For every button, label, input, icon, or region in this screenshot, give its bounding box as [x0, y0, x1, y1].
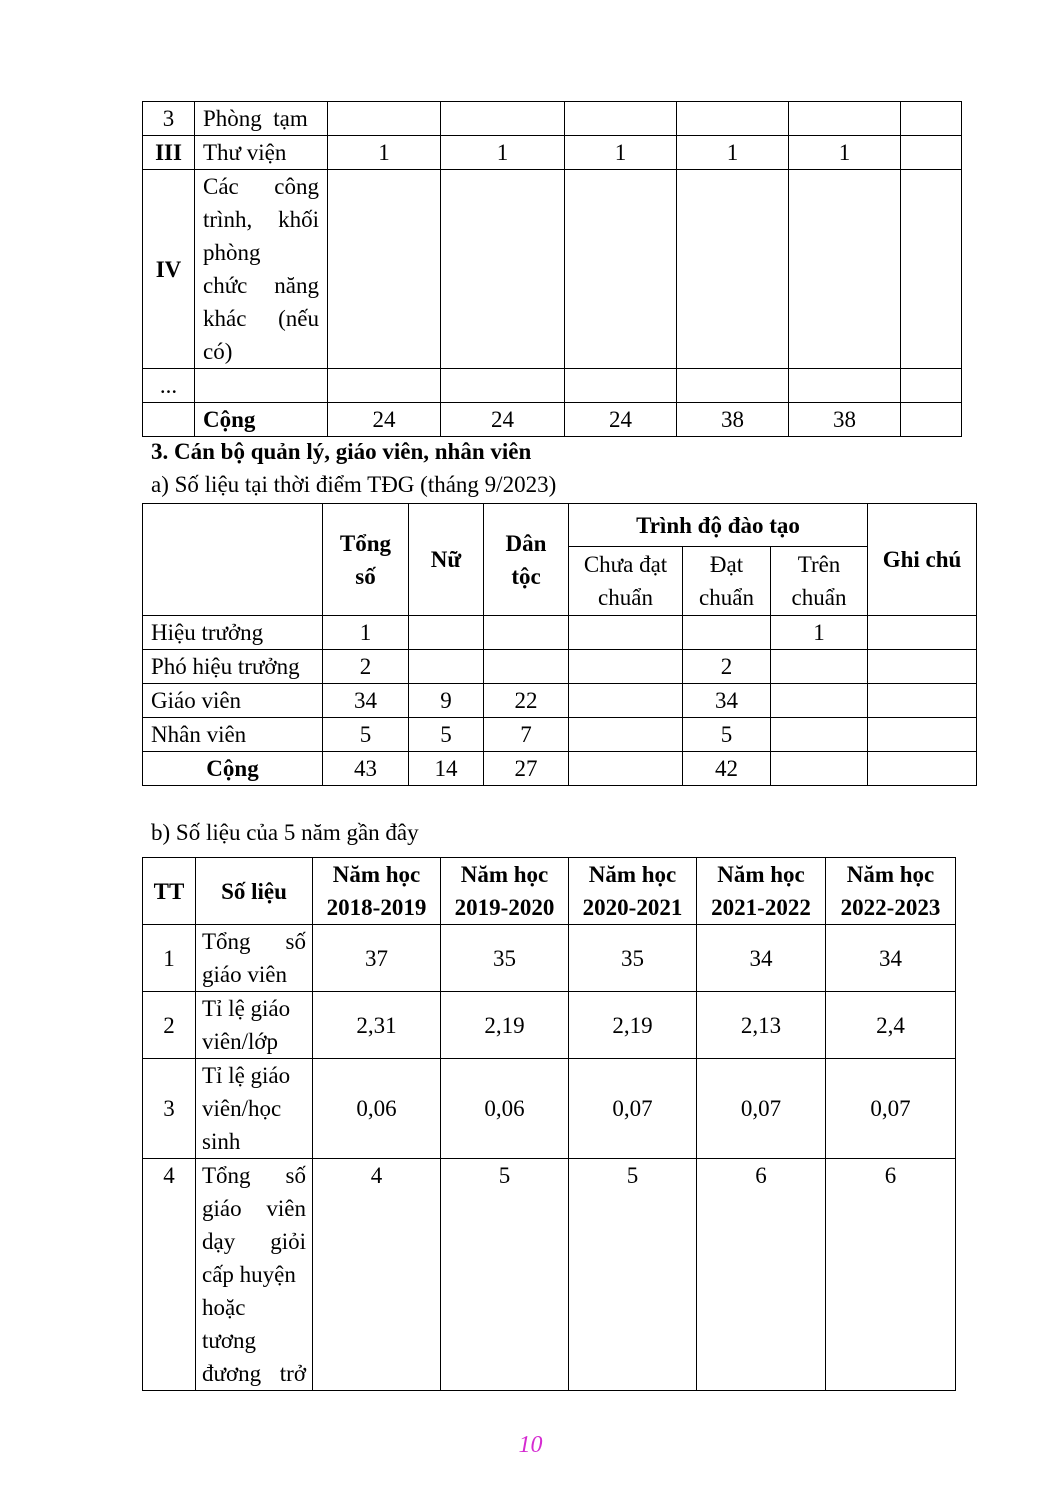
item-line: chức năng [203, 273, 319, 298]
header-ethnic [484, 504, 569, 616]
cell [677, 102, 789, 136]
subsection-b-heading: b) Số liệu của 5 năm gần đây [151, 820, 419, 845]
below-cell [569, 752, 683, 786]
below-cell [569, 616, 683, 650]
table-row [143, 718, 977, 752]
tt-cell: 1 [143, 925, 196, 992]
header-below-line2: chuẩn [598, 585, 653, 610]
table-row [143, 925, 956, 992]
row-item: Cộng [195, 403, 328, 437]
note-cell [868, 616, 977, 650]
header-meet-line1: Đạt [709, 552, 744, 577]
cell: 1 [677, 136, 789, 170]
section-heading: 3. Cán bộ quản lý, giáo viên, nhân viên [151, 439, 532, 464]
value-cell: 34 [826, 925, 956, 992]
header-row [143, 504, 977, 547]
row-number: 3 [143, 102, 195, 136]
cell [565, 369, 677, 403]
value-cell: 6 [826, 1159, 956, 1391]
header-year-line1: Năm học [588, 862, 677, 887]
total-cell: 5 [323, 718, 409, 752]
meet-cell: 42 [683, 752, 771, 786]
metric-line: giáo viên [202, 962, 287, 987]
table-row [143, 170, 962, 369]
total-cell: 34 [323, 684, 409, 718]
row-item: Phòng tạm [195, 102, 328, 136]
header-below-standard [569, 547, 683, 616]
row-number [143, 403, 195, 437]
cell: 38 [677, 403, 789, 437]
note-cell [868, 684, 977, 718]
above-cell [771, 752, 868, 786]
value-cell: 37 [313, 925, 441, 992]
meet-cell: 5 [683, 718, 771, 752]
item-line: có) [203, 339, 233, 364]
row-number: IV [143, 170, 195, 369]
header-year-line2: 2021-2022 [711, 895, 811, 920]
value-cell: 34 [697, 925, 826, 992]
table-row [143, 616, 977, 650]
cell [328, 369, 441, 403]
cell: 24 [441, 403, 565, 437]
header-ethnic-line1: Dân [505, 530, 547, 556]
female-cell: 9 [409, 684, 484, 718]
header-year-line2: 2020-2021 [582, 895, 683, 920]
header-above-line2: chuẩn [791, 585, 847, 610]
cell: 1 [328, 136, 441, 170]
header-year-line2: 2022-2023 [840, 895, 941, 920]
meet-cell: 34 [683, 684, 771, 718]
row-item: Thư viện [195, 136, 328, 170]
metric-line: hoặc [202, 1295, 246, 1320]
meet-cell: 2 [683, 650, 771, 684]
cell [901, 369, 962, 403]
metric-cell [196, 1159, 313, 1391]
note-cell [868, 752, 977, 786]
header-meet-line2: chuẩn [699, 585, 754, 610]
metric-line: Tỉ lệ giáo [202, 996, 291, 1021]
row-item [195, 170, 328, 369]
subsection-a-heading: a) Số liệu tại thời điểm TĐG (tháng 9/2023) [151, 472, 557, 497]
total-cell: 43 [323, 752, 409, 786]
value-cell: 5 [569, 1159, 697, 1391]
above-cell: 1 [771, 616, 868, 650]
item-line: khác (nếu [203, 306, 319, 331]
cell [789, 369, 901, 403]
table-row-total [143, 403, 962, 437]
header-above-standard [771, 547, 868, 616]
header-year-line2: 2019-2020 [454, 895, 555, 920]
value-cell: 5 [441, 1159, 569, 1391]
ethnic-cell [484, 650, 569, 684]
role-cell: Cộng [143, 752, 323, 786]
ethnic-cell: 27 [484, 752, 569, 786]
value-cell: 2,19 [441, 992, 569, 1059]
above-cell [771, 718, 868, 752]
table-row [143, 650, 977, 684]
cell [901, 136, 962, 170]
value-cell: 0,06 [441, 1059, 569, 1159]
header-female: Nữ [409, 504, 484, 616]
header-row [143, 858, 956, 925]
total-cell: 1 [323, 616, 409, 650]
header-year [826, 858, 956, 925]
header-year-line1: Năm học [332, 862, 421, 887]
cell [441, 170, 565, 369]
value-cell: 2,19 [569, 992, 697, 1059]
header-year-line1: Năm học [717, 862, 805, 887]
role-cell: Nhân viên [143, 718, 323, 752]
cell: 24 [565, 403, 677, 437]
role-cell: Phó hiệu trưởng [143, 650, 323, 684]
metric-line: viên/học [202, 1096, 282, 1121]
below-cell [569, 684, 683, 718]
header-ethnic-line2: tộc [511, 563, 541, 589]
item-line: Các công [203, 174, 319, 199]
table-row [143, 1059, 956, 1159]
cell [901, 170, 962, 369]
cell [677, 369, 789, 403]
item-line: phòng [203, 240, 261, 265]
cell [901, 102, 962, 136]
cell [565, 102, 677, 136]
table-row [143, 136, 962, 170]
value-cell: 6 [697, 1159, 826, 1391]
female-cell [409, 616, 484, 650]
table-row [143, 992, 956, 1059]
header-year-line1: Năm học [846, 862, 935, 887]
cell [789, 170, 901, 369]
header-year-line2: 2018-2019 [326, 895, 427, 920]
female-cell [409, 650, 484, 684]
ethnic-cell [484, 616, 569, 650]
table-row [143, 684, 977, 718]
table-row-total [143, 752, 977, 786]
value-cell: 35 [569, 925, 697, 992]
value-cell: 2,4 [826, 992, 956, 1059]
cell [789, 102, 901, 136]
metric-line: tương [202, 1328, 257, 1353]
female-cell: 5 [409, 718, 484, 752]
cell: 24 [328, 403, 441, 437]
cell: 1 [789, 136, 901, 170]
table-row [143, 1159, 956, 1391]
ethnic-cell: 7 [484, 718, 569, 752]
female-cell: 14 [409, 752, 484, 786]
total-cell: 2 [323, 650, 409, 684]
five-year-table [142, 857, 956, 1391]
meet-cell [683, 616, 771, 650]
header-year [313, 858, 441, 925]
staff-table [142, 503, 977, 786]
metric-line: dạy giỏi [202, 1229, 306, 1254]
metric-line: Tổng số [202, 929, 306, 954]
cell [328, 170, 441, 369]
header-total-line2: số [355, 563, 376, 589]
header-metric: Số liệu [196, 858, 313, 925]
facilities-table [142, 101, 962, 437]
above-cell [771, 684, 868, 718]
value-cell: 0,07 [697, 1059, 826, 1159]
metric-line: viên/lớp [202, 1029, 279, 1054]
metric-line: cấp huyện [202, 1262, 296, 1287]
cell [677, 170, 789, 369]
header-training: Trình độ đào tạo [569, 504, 868, 547]
role-cell: Giáo viên [143, 684, 323, 718]
value-cell: 35 [441, 925, 569, 992]
row-number: ... [143, 369, 195, 403]
metric-line: Tổng số [202, 1163, 306, 1188]
cell [441, 369, 565, 403]
page-number: 10 [518, 1432, 543, 1458]
metric-cell [196, 925, 313, 992]
cell: 38 [789, 403, 901, 437]
tt-cell: 2 [143, 992, 196, 1059]
header-meet-standard [683, 547, 771, 616]
table-row [143, 102, 962, 136]
header-tt: TT [143, 858, 196, 925]
header-year [697, 858, 826, 925]
metric-line: Tỉ lệ giáo [202, 1063, 291, 1088]
tt-cell: 4 [143, 1159, 196, 1391]
metric-cell [196, 1059, 313, 1159]
metric-cell [196, 992, 313, 1059]
metric-line: đương trở [202, 1361, 306, 1386]
header-year [441, 858, 569, 925]
cell [565, 170, 677, 369]
header-role [143, 504, 323, 616]
tt-cell: 3 [143, 1059, 196, 1159]
item-line: trình, khối [203, 207, 319, 232]
header-above-line1: Trên [797, 552, 841, 577]
note-cell [868, 650, 977, 684]
header-below-line1: Chưa đạt [583, 552, 668, 577]
value-cell: 0,06 [313, 1059, 441, 1159]
row-number: III [143, 136, 195, 170]
value-cell: 2,31 [313, 992, 441, 1059]
header-total-line1: Tổng [339, 530, 392, 556]
header-year-line1: Năm học [460, 862, 549, 887]
cell: 1 [441, 136, 565, 170]
above-cell [771, 650, 868, 684]
cell [441, 102, 565, 136]
below-cell [569, 650, 683, 684]
table-row [143, 369, 962, 403]
role-cell: Hiệu trưởng [143, 616, 323, 650]
value-cell: 0,07 [569, 1059, 697, 1159]
below-cell [569, 718, 683, 752]
header-total [323, 504, 409, 616]
ethnic-cell: 22 [484, 684, 569, 718]
metric-line: sinh [202, 1129, 241, 1154]
value-cell: 4 [313, 1159, 441, 1391]
cell [901, 403, 962, 437]
row-item [195, 369, 328, 403]
cell: 1 [565, 136, 677, 170]
cell [328, 102, 441, 136]
metric-line: giáo viên [202, 1196, 306, 1221]
note-cell [868, 718, 977, 752]
header-year [569, 858, 697, 925]
header-note: Ghi chú [868, 504, 977, 616]
value-cell: 0,07 [826, 1059, 956, 1159]
value-cell: 2,13 [697, 992, 826, 1059]
